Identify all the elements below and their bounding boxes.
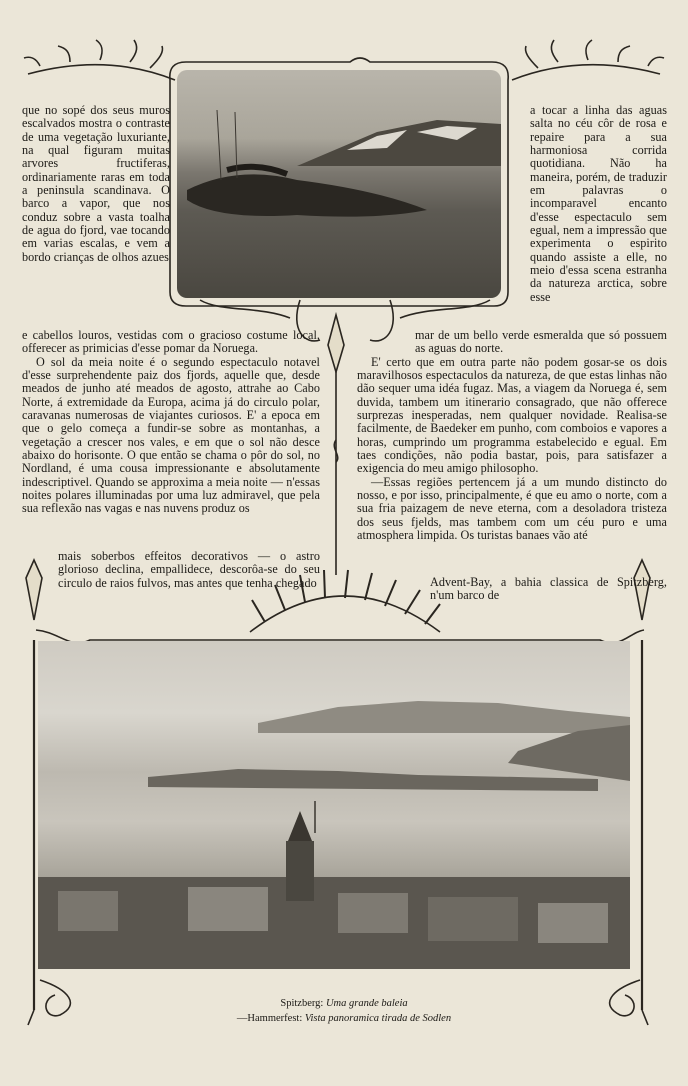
paragraph: mar de um bello verde esmeralda que só possuem as aguas do norte. bbox=[415, 328, 667, 356]
right-column-middle bbox=[357, 329, 667, 543]
left-column-end bbox=[58, 550, 320, 590]
caption-place: —Hammerfest: bbox=[236, 1013, 303, 1024]
paragraph: O sol da meia noite é o segundo espectaculo notavel d'esse surprehendente paiz dos fjords, aquelle que, desde meados de junho até meados de agosto, attrahe ao Cabo Norte, á extremidade da Europa, acima já do circulo polar, caravanas numerosas de viajantes curiosos. E' a epoca em que o gelo começa a fundir-se sobre as montanhas, a vegetação a crescer nos vales, e em que o sol não desce abaixo do horisonte. O que então se chama o pôr do sol, no Nordland, é uma cousa impressionante e absolutamente indescriptivel. Quando se approxima a meia noite — n'essas noites polares illuminadas por uma luz admiravel, que pela sua reflexão nas vagas e nas nuvens produz os bbox=[22, 354, 320, 516]
paragraph: Advent-Bay, a bahia classica de Spitzberg, n'um barco de bbox=[430, 575, 667, 603]
caption-line-1 bbox=[0, 996, 688, 1011]
left-column-middle bbox=[22, 329, 320, 516]
hammerfest-photo bbox=[38, 641, 630, 969]
paragraph: a tocar a linha das aguas salta no céu côr de rosa e repaire para a sua harmoniosa corrida quotidiana. Não ha maneira, porém, de traduzir em palavras o incomparavel encanto d'esse espectaculo sem egual, nem a impressão que experimenta o espirito quando assiste a elle, no meio d'essa scena estranha da natureza arctica, sobre esse bbox=[530, 103, 667, 304]
paragraph: mais soberbos effeitos decorativos — o astro glorioso declina, empallidece, descorôa-se do seu circulo de raios fulvos, mas antes que tenha chegado bbox=[58, 549, 320, 590]
caption-title: Uma grande baleia bbox=[325, 998, 408, 1009]
paragraph: E' certo que em outra parte não podem gosar-se os dois maravilhosos espectaculos da natureza, de que estas linhas não dão sequer uma idéa fugaz. Mas, a viagem da Noruega é, sem duvida, tambem um itinerario consagrado, que não offerece surprezas inesperadas, nem qualquer novidade. Realisa-se facilmente, de Baedeker em punho, com comboios e vapores a horas, cumprindo um programma estabelecido e egual. Em taes condições, não podia bastar, pois, para satisfazer a exigencia do meu amigo philosopho. bbox=[357, 354, 667, 476]
paragraph: que no sopé dos seus muros escalvados mostra o contraste de uma vegetação luxuriante, na qual figuram muitas arvores fructiferas, ordinariamente raras em toda a peninsula scandinava. O barco a vapor, que nos conduz sobre a vasta toalha de agua do fjord, vae tocando em varias escalas, e vem a bordo crianças de olhos azues bbox=[22, 103, 170, 264]
caption-title: Vista panoramica tirada de Sodlen bbox=[304, 1013, 452, 1024]
paragraph: e cabellos louros, vestidas com o gracioso costume local, offerecer as primicias d'esse pomar da Noruega. bbox=[22, 328, 320, 356]
right-column-end bbox=[430, 576, 667, 603]
caption-place: Spitzberg: bbox=[280, 998, 324, 1009]
whale-photo bbox=[177, 70, 501, 298]
left-column-top bbox=[22, 104, 170, 264]
caption-line-2 bbox=[0, 1011, 688, 1026]
paragraph: —Essas regiões pertencem já a um mundo distincto do nosso, e por isso, principalmente, é que eu amo o norte, com a sua fria paizagem de neve eterna, com a desoladora tristeza dos seus fjelds, mas tambem com um céu puro e uma atmosphera limpida. Os turistas banaes vão até bbox=[357, 474, 667, 543]
right-column-top bbox=[530, 104, 667, 304]
figure-caption bbox=[0, 996, 688, 1026]
